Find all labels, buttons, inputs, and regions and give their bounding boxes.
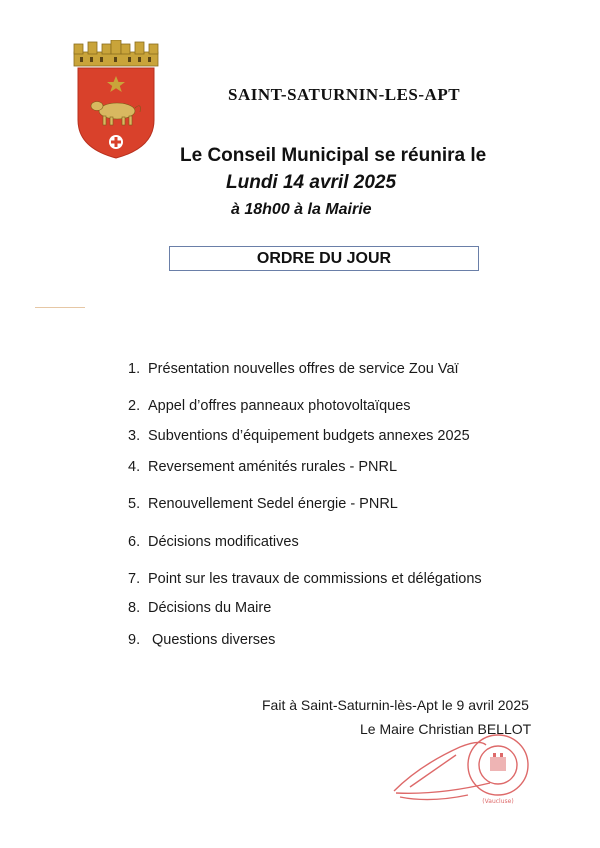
place-and-date: Fait à Saint-Saturnin-lès-Apt le 9 avril 2025 [262, 697, 529, 713]
svg-text:(Vaucluse): (Vaucluse) [482, 798, 514, 805]
agenda-item-text: Point sur les travaux de commissions et délégations [148, 571, 482, 587]
announcement-date: Lundi 14 avril 2025 [226, 172, 397, 193]
agenda-item-text: Renouvellement Sedel énergie - PNRL [148, 496, 398, 512]
agenda-item-number: 7. [128, 571, 141, 587]
coat-of-arms-logo [70, 40, 162, 160]
agenda-item [128, 600, 271, 616]
agenda-item-number: 6. [128, 534, 141, 550]
agenda-item [128, 496, 398, 512]
agenda-item [128, 459, 397, 475]
agenda-item-text: Reversement aménités rurales - PNRL [148, 459, 398, 475]
agenda-item-number: 5. [128, 496, 141, 512]
agenda-item-text: Subventions d’équipement budgets annexes 2025 [148, 428, 470, 444]
agenda-item-number: 9. [128, 632, 141, 648]
signatory: Le Maire Christian BELLOT [360, 721, 532, 737]
agenda-item-number: 4. [128, 459, 141, 475]
agenda-item-text: Décisions du Maire [148, 600, 272, 616]
agenda-item [128, 632, 275, 648]
agenda-item [128, 534, 299, 550]
announcement-line-1: Le Conseil Municipal se réunira le [180, 145, 487, 166]
agenda-item-number: 1. [128, 361, 141, 377]
agenda-item [128, 398, 411, 414]
town-name: SAINT-SATURNIN-LES-APT [228, 85, 461, 104]
agenda-item-number: 2. [128, 398, 141, 414]
agenda-item [128, 428, 470, 444]
agenda-item-number: 3. [128, 428, 141, 444]
agenda-item-text: Décisions modificatives [148, 534, 299, 550]
agenda-item-text: Questions diverses [148, 632, 276, 648]
agenda-item [128, 571, 482, 587]
agenda-title-box [169, 246, 479, 271]
agenda-title: ORDRE DU JOUR [256, 249, 392, 267]
divider [35, 307, 85, 308]
agenda-item-text: Appel d’offres panneaux photovoltaïques [148, 398, 411, 414]
agenda-item-number: 8. [128, 600, 141, 616]
agenda-item [128, 361, 459, 377]
agenda-item-text: Présentation nouvelles offres de service Zou Vaï [148, 361, 459, 377]
official-stamp [390, 725, 550, 815]
announcement-time-place: à 18h00 à la Mairie [231, 201, 372, 218]
